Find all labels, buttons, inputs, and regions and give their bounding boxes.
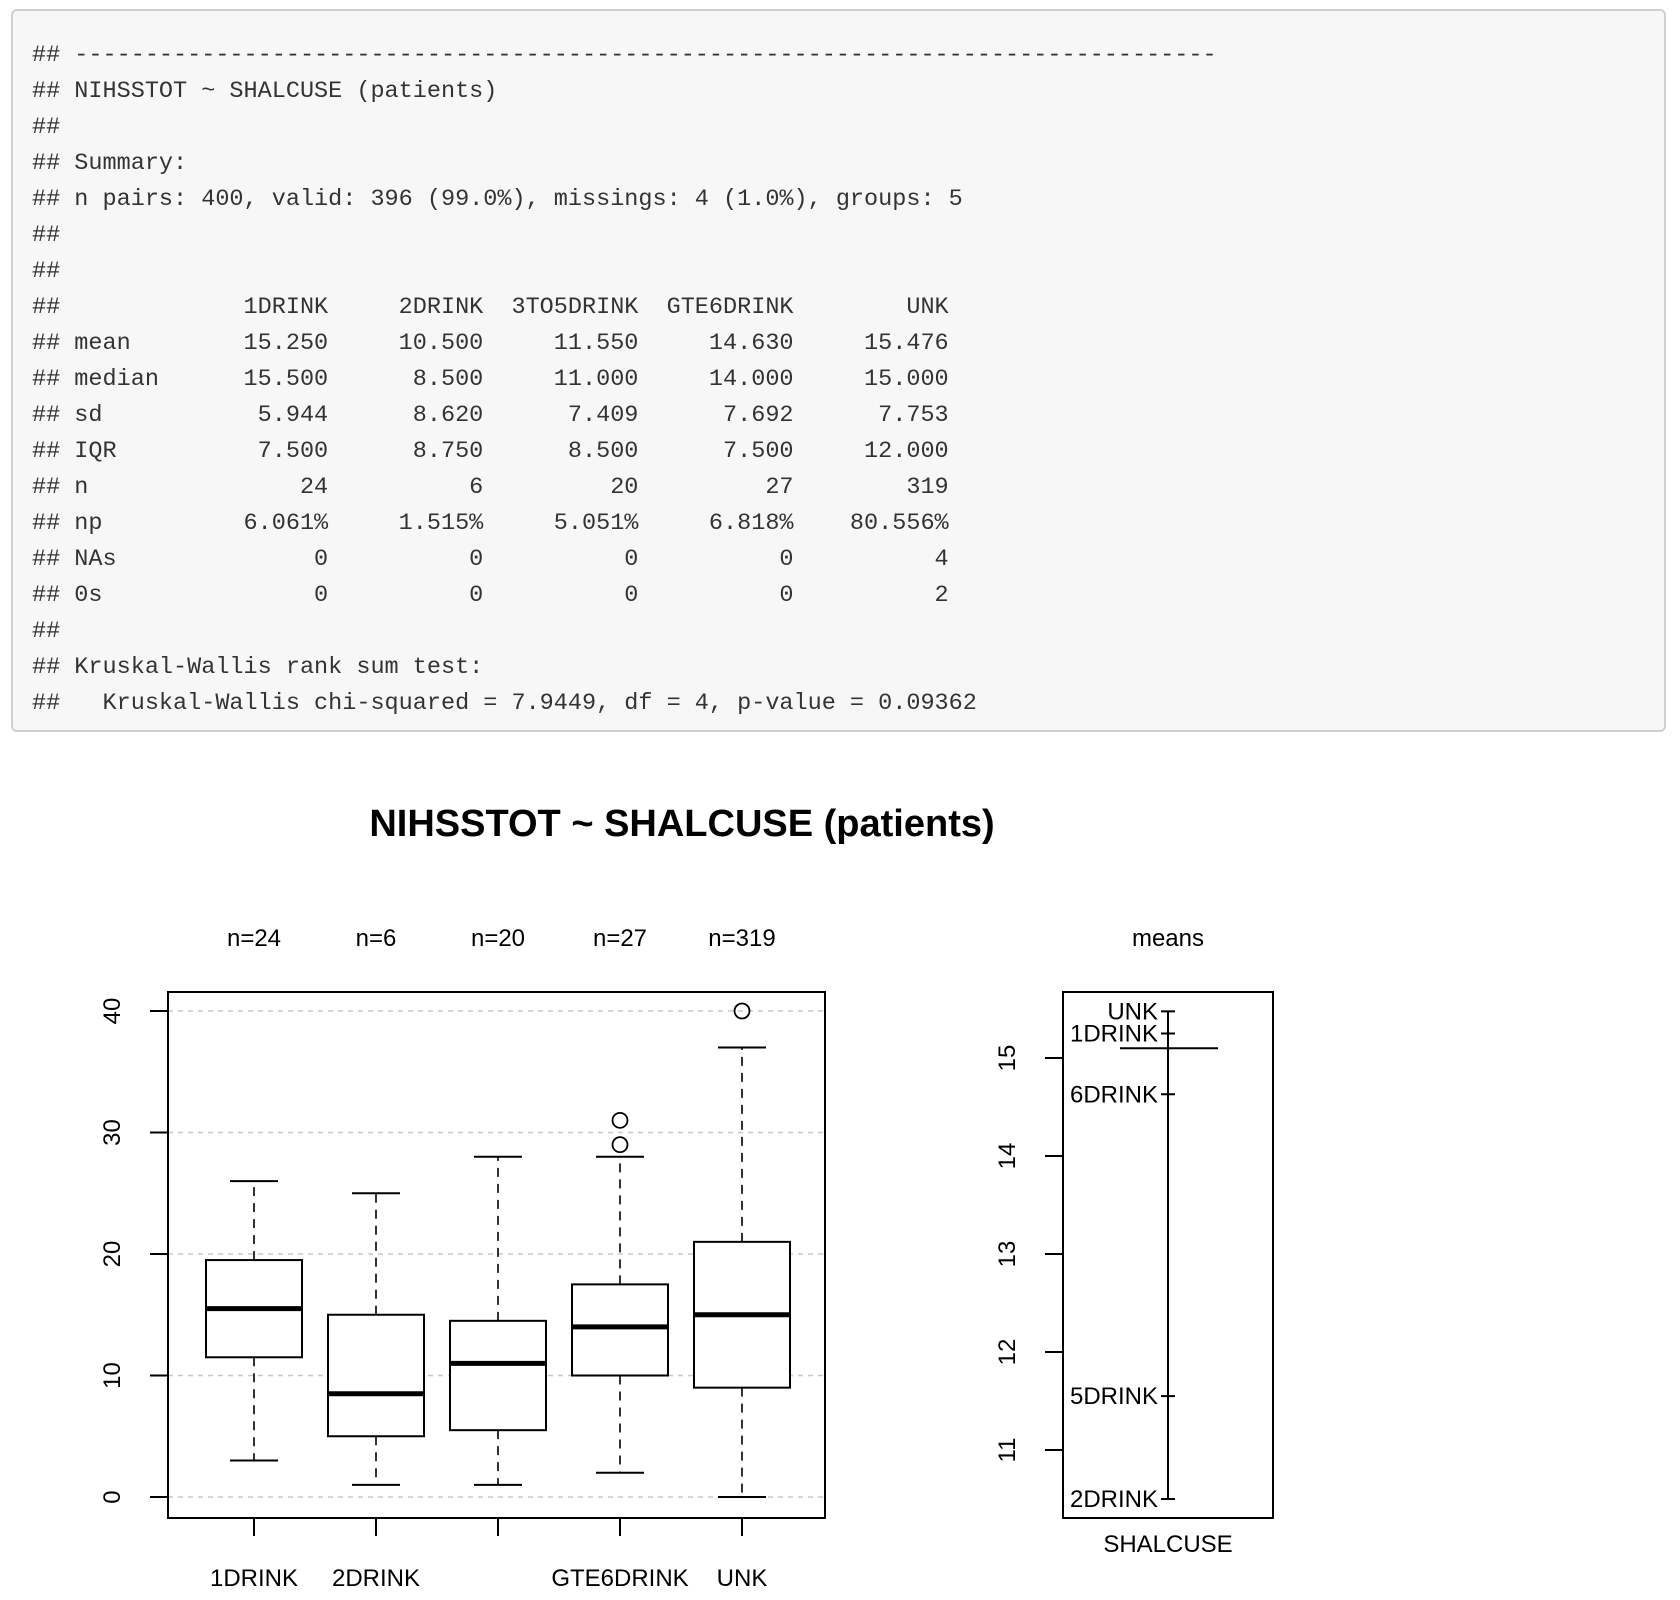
means-x-label: SHALCUSE — [1103, 1531, 1233, 1558]
iqr-box — [328, 1315, 424, 1437]
mean-label: UNK — [1107, 998, 1158, 1026]
console-line: ## IQR 7.500 8.750 8.500 7.500 12.000 — [32, 438, 949, 465]
means-y-tick-label: 12 — [994, 1338, 1021, 1366]
chart-title: NIHSSTOT ~ SHALCUSE (patients) — [369, 803, 995, 845]
y-tick-label: 0 — [99, 1490, 126, 1504]
box-gte6drink — [572, 1113, 668, 1473]
console-output — [11, 9, 1666, 732]
means-panel — [994, 925, 1273, 1558]
y-tick-label: 20 — [99, 1240, 126, 1268]
console-line: ## --------------------------------------------------------------------------------- — [32, 42, 1217, 69]
console-line: ## NIHSSTOT ~ SHALCUSE (patients) — [32, 78, 498, 105]
y-tick-label: 10 — [99, 1362, 126, 1389]
mean-label: 5DRINK — [1069, 1383, 1158, 1411]
console-line: ## n 24 6 20 27 319 — [32, 474, 949, 501]
n-label: n=20 — [470, 925, 526, 952]
x-tick-label: UNK — [716, 1565, 768, 1592]
boxplot-figure — [0, 760, 1680, 1600]
box-unk — [694, 1004, 790, 1498]
n-label: n=319 — [708, 925, 776, 952]
console-line: ## median 15.500 8.500 11.000 14.000 15.000 — [32, 366, 949, 393]
means-y-tick-label: 14 — [994, 1142, 1021, 1170]
boxplot-panel — [99, 925, 825, 1592]
means-y-tick-label: 11 — [994, 1437, 1021, 1463]
console-line: ## np 6.061% 1.515% 5.051% 6.818% 80.556% — [32, 510, 949, 537]
console-line: ## NAs 0 0 0 0 4 — [32, 546, 949, 573]
x-tick-label: GTE6DRINK — [551, 1565, 689, 1592]
n-label: n=24 — [226, 925, 282, 952]
means-y-tick-label: 13 — [994, 1240, 1021, 1268]
iqr-box — [572, 1284, 668, 1375]
box-1drink — [206, 1181, 302, 1460]
y-tick-label: 40 — [99, 997, 126, 1025]
console-line: ## n pairs: 400, valid: 396 (99.0%), missings: 4 (1.0%), groups: 5 — [32, 186, 963, 213]
y-tick-label: 30 — [99, 1119, 126, 1146]
console-line: ## Kruskal-Wallis rank sum test: — [32, 654, 484, 681]
console-line: ## Summary: — [32, 150, 188, 177]
iqr-box — [450, 1321, 546, 1430]
console-line: ## Kruskal-Wallis chi-squared = 7.9449, df = 4, p-value = 0.09362 — [32, 690, 977, 717]
x-tick-label: 1DRINK — [209, 1565, 299, 1592]
console-line: ## mean 15.250 10.500 11.550 14.630 15.476 — [32, 330, 949, 357]
console-line: ## 1DRINK 2DRINK 3TO5DRINK GTE6DRINK UNK — [32, 294, 949, 321]
outlier-point — [613, 1137, 628, 1152]
mean-label: 2DRINK — [1069, 1486, 1158, 1513]
console-line: ## — [32, 258, 61, 285]
console-line: ## — [32, 618, 61, 645]
x-tick-label: 2DRINK — [331, 1565, 421, 1592]
console-line: ## sd 5.944 8.620 7.409 7.692 7.753 — [32, 402, 949, 429]
n-label: n=27 — [592, 925, 648, 952]
mean-label: 1DRINK — [1069, 1020, 1158, 1048]
console-line: ## 0s 0 0 0 0 2 — [32, 582, 949, 609]
n-label: n=6 — [355, 925, 397, 952]
outlier-point — [613, 1113, 628, 1128]
box-3to5drink — [450, 1157, 546, 1485]
box-2drink — [328, 1193, 424, 1485]
means-title: means — [1131, 925, 1205, 952]
means-y-tick-label: 15 — [994, 1044, 1021, 1072]
mean-label: 6DRINK — [1069, 1081, 1158, 1109]
console-line: ## — [32, 114, 61, 141]
console-line: ## — [32, 222, 61, 249]
